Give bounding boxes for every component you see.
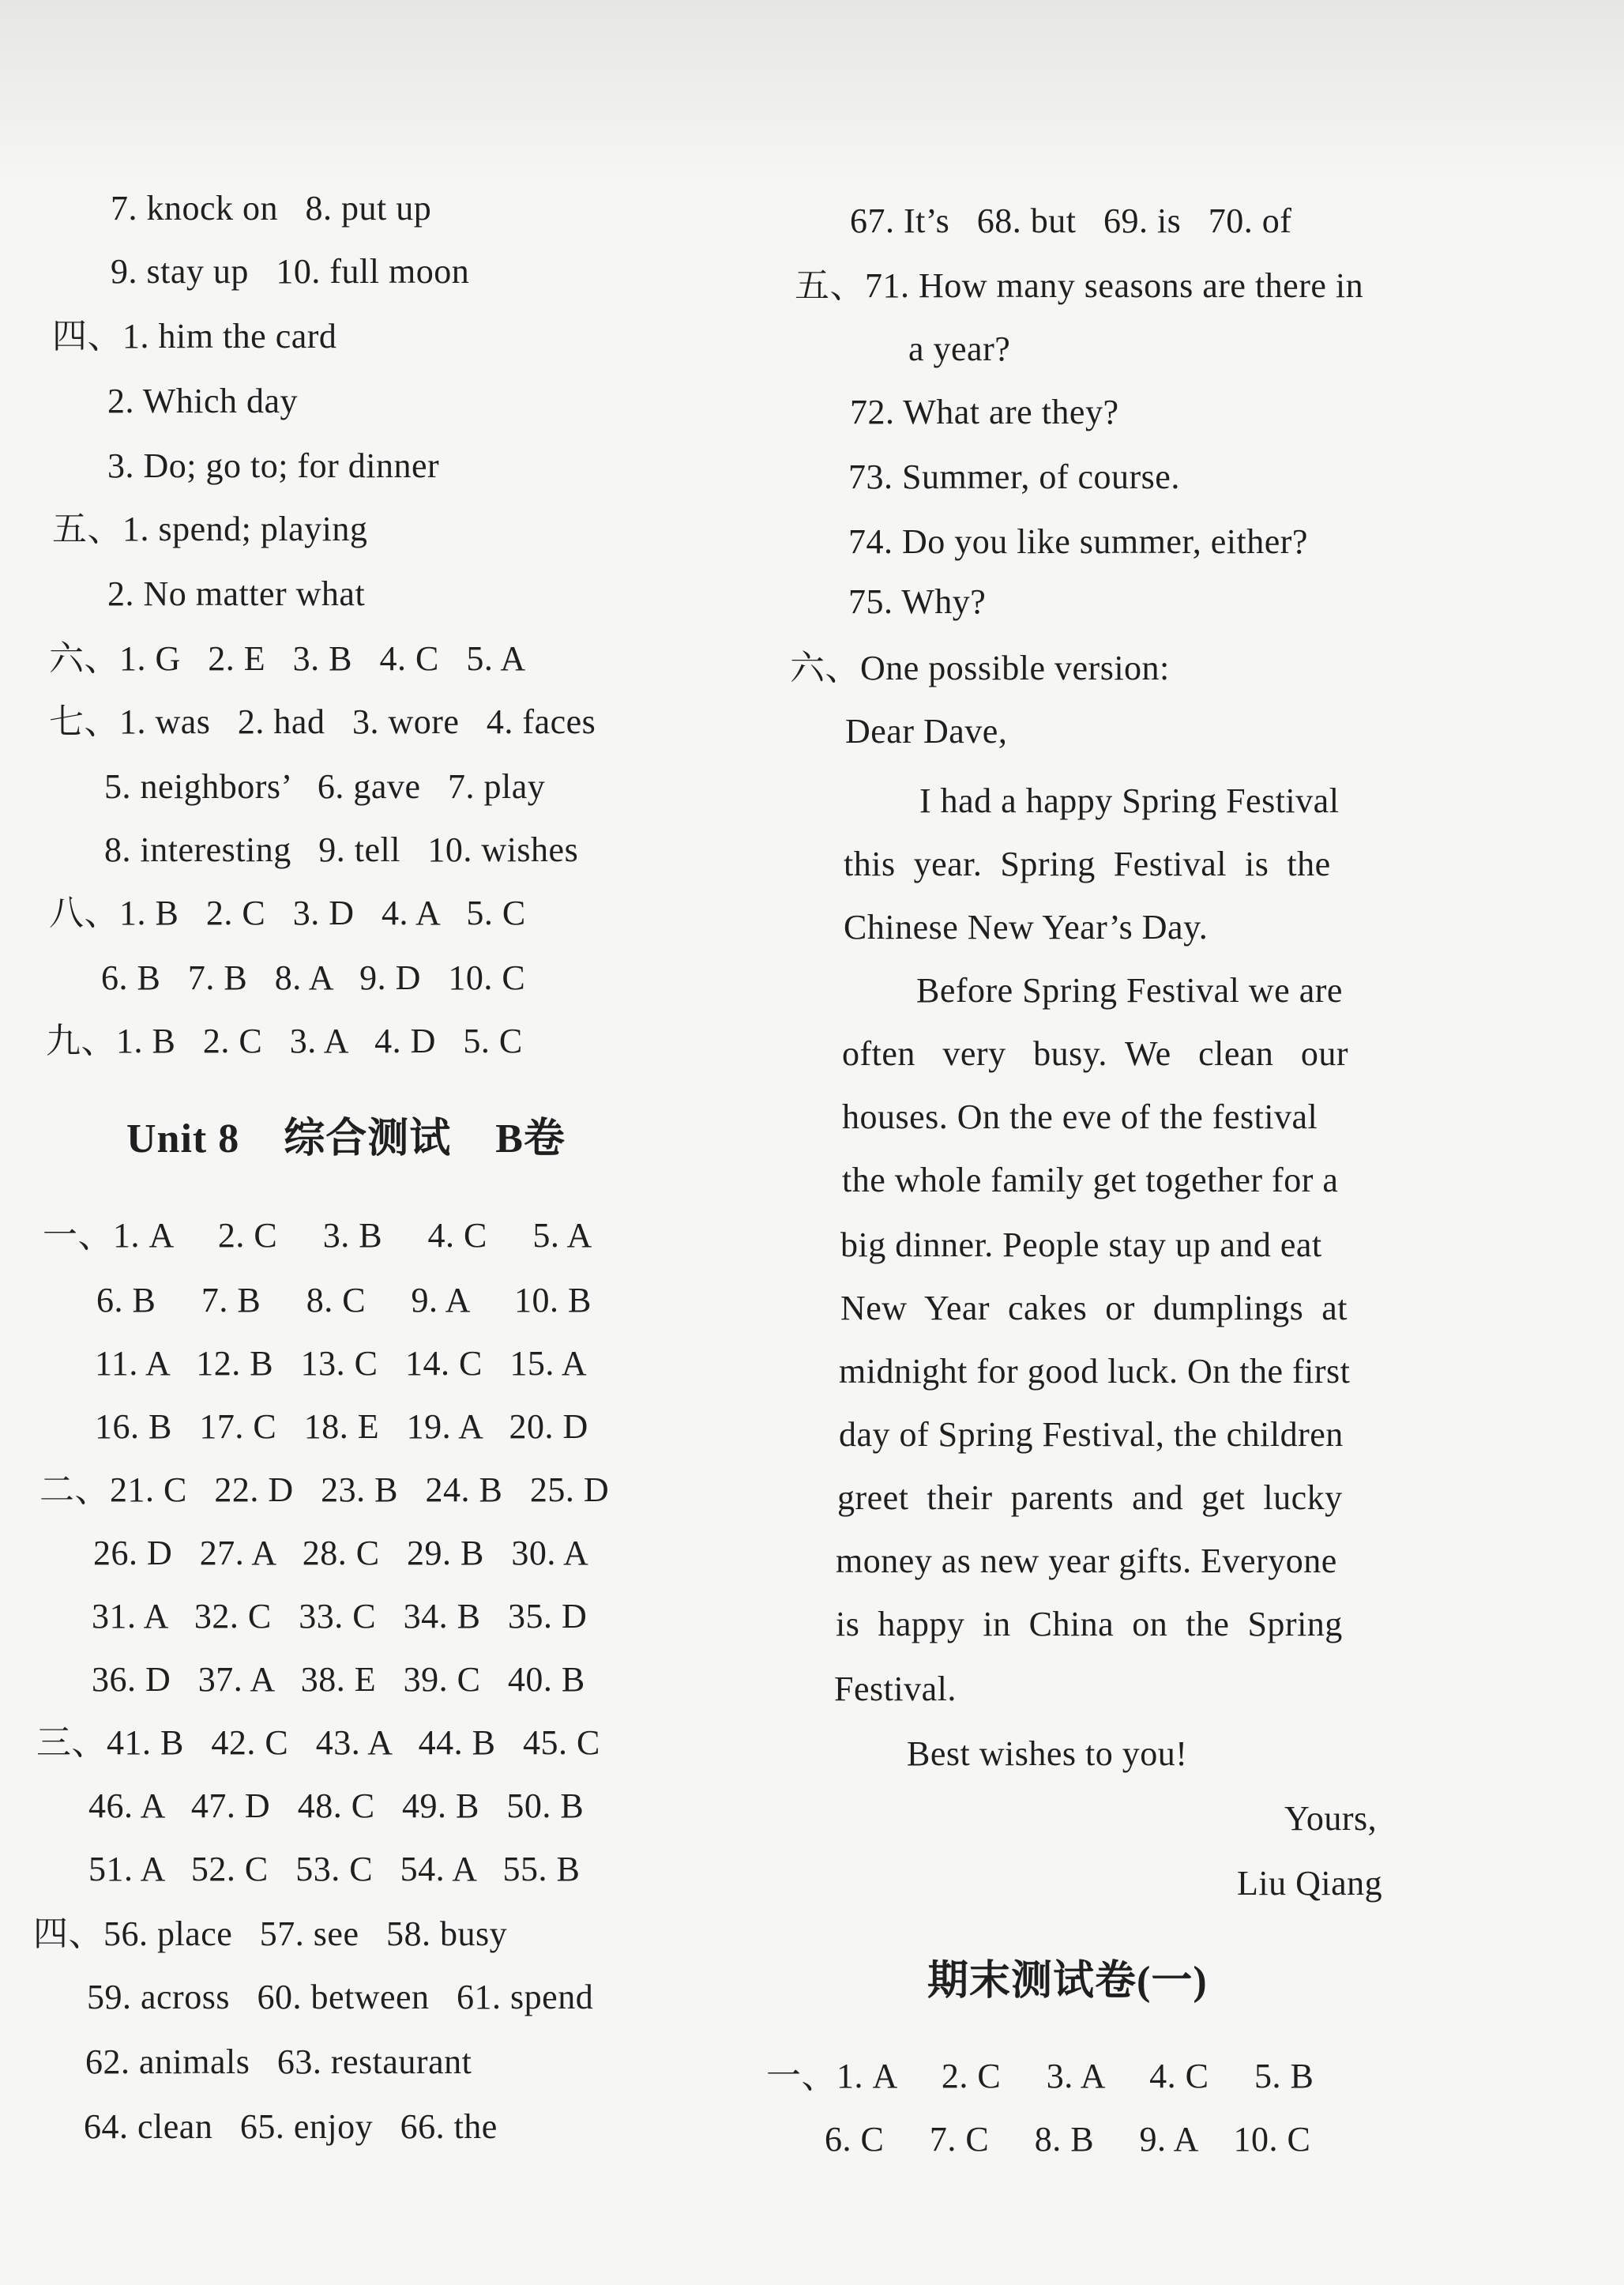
answer-line: 46. A 47. D 48. C 49. B 50. B [88,1786,585,1825]
essay-line: the whole family get together for a [842,1161,1339,1199]
answer-line: 五、1. spend; playing [52,510,368,548]
essay-line: money as new year gifts. Everyone [836,1542,1337,1580]
essay-line: Before Spring Festival we are [916,971,1343,1010]
essay-line: houses. On the eve of the festival [842,1097,1318,1136]
essay-line: is happy in China on the Spring [836,1605,1343,1643]
answer-line: 31. A 32. C 33. C 34. B 35. D [92,1597,588,1636]
answer-line: 7. knock on 8. put up [111,189,432,228]
answer-line: 六、One possible version: [790,649,1170,687]
essay-line: New Year cakes or dumplings at [840,1289,1348,1327]
answer-line: 8. interesting 9. tell 10. wishes [104,830,579,869]
answer-line: 16. B 17. C 18. E 19. A 20. D [95,1407,588,1446]
answer-line: 36. D 37. A 38. E 39. C 40. B [92,1660,585,1699]
answer-line: a year? [908,329,1011,368]
answer-line: 一、1. A 2. C 3. A 4. C 5. B [766,2057,1314,2095]
answer-line: 64. clean 65. enjoy 66. the [84,2107,498,2146]
letter-closing: Yours, [1284,1799,1378,1838]
section-title: 期末测试卷(一) [927,1959,1208,2004]
answer-line: 2. Which day [107,382,299,420]
answer-line: 62. animals 63. restaurant [85,2042,472,2081]
answer-line: 六、1. G 2. E 3. B 4. C 5. A [49,639,526,678]
answer-line: 67. It’s 68. but 69. is 70. of [850,201,1292,240]
essay-line: this year. Spring Festival is the [844,845,1331,883]
essay-line: I had a happy Spring Festival [919,781,1340,820]
essay-line: Best wishes to you! [907,1734,1188,1773]
answer-line: 七、1. was 2. had 3. wore 4. faces [49,702,596,741]
answer-line: 74. Do you like summer, either? [848,522,1308,561]
answer-line: 59. across 60. between 61. spend [87,1978,594,2016]
answer-line: 73. Summer, of course. [848,457,1180,496]
answer-line: 6. C 7. C 8. B 9. A 10. C [825,2120,1311,2159]
essay-line: day of Spring Festival, the children [839,1415,1344,1454]
essay-line: Chinese New Year’s Day. [844,908,1209,947]
essay-line: midnight for good luck. On the first [839,1352,1351,1391]
answer-line: 四、1. him the card [52,317,337,356]
essay-line: Festival. [834,1670,957,1708]
answer-line: 九、1. B 2. C 3. A 4. D 5. C [46,1022,523,1060]
answer-line: 26. D 27. A 28. C 29. B 30. A [93,1534,589,1572]
section-title: Unit 8 综合测试 B卷 [126,1116,566,1161]
essay-line: big dinner. People stay up and eat [840,1225,1322,1264]
answer-line: 6. B 7. B 8. C 9. A 10. B [96,1281,592,1319]
letter-greeting: Dear Dave, [845,712,1008,751]
answer-line: 11. A 12. B 13. C 14. C 15. A [95,1344,588,1383]
answer-line: 四、56. place 57. see 58. busy [33,1914,508,1953]
answer-line: 75. Why? [848,582,987,621]
answer-line: 5. neighbors’ 6. gave 7. play [104,767,546,806]
answer-line: 51. A 52. C 53. C 54. A 55. B [88,1850,581,1888]
answer-line: 72. What are they? [850,393,1119,431]
answer-line: 3. Do; go to; for dinner [107,446,440,485]
scan-shadow [0,0,1624,182]
answer-line: 二、21. C 22. D 23. B 24. B 25. D [39,1470,610,1509]
answer-line: 9. stay up 10. full moon [111,252,470,291]
essay-line: often very busy. We clean our [842,1034,1349,1073]
essay-line: greet their parents and get lucky [837,1478,1343,1517]
answer-line: 三、41. B 42. C 43. A 44. B 45. C [36,1723,600,1762]
answer-line: 一、1. A 2. C 3. B 4. C 5. A [43,1216,592,1255]
answer-line: 6. B 7. B 8. A 9. D 10. C [101,958,526,997]
answer-line: 五、71. How many seasons are there in [795,266,1364,305]
letter-signature: Liu Qiang [1237,1864,1383,1903]
answer-line: 八、1. B 2. C 3. D 4. A 5. C [49,894,526,932]
answer-line: 2. No matter what [107,574,366,613]
